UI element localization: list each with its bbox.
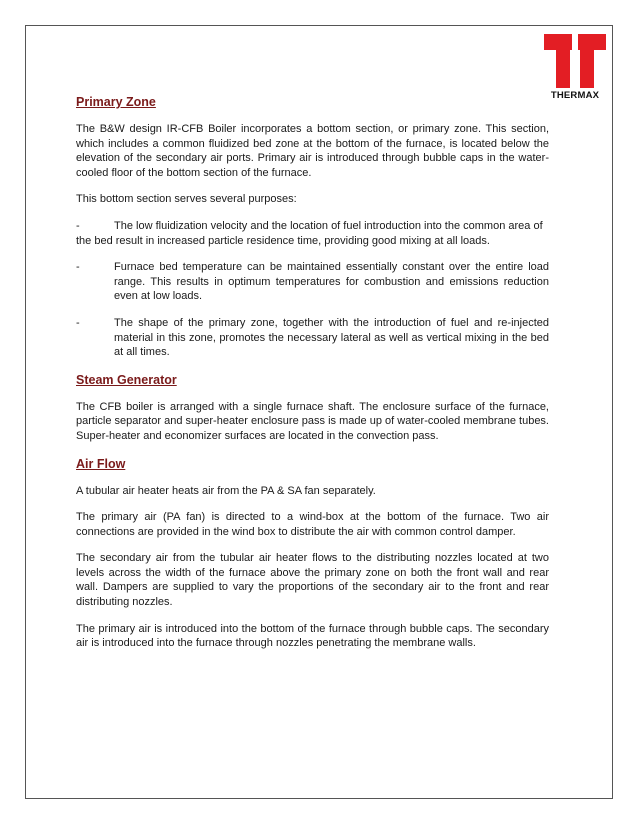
- air-flow-heading: Air Flow: [76, 456, 126, 471]
- bullet-item: [76, 260, 549, 304]
- air-flow-paragraph: A tubular air heater heats air from the PA & SA fan separately.: [76, 484, 376, 497]
- bullet-text: The low fluidization velocity and the location of fuel introduction into the common area of the bed result in increased particle residence time, providing good mixing at all loads.: [76, 219, 543, 247]
- bullet-dash: -: [76, 316, 80, 329]
- bullet-text: Furnace bed temperature can be maintained essentially constant over the entire load range. This results in optimum temperatures for combustion and emissions reduction even at low loads.: [114, 261, 549, 303]
- logo-wordmark: THERMAX: [550, 90, 600, 101]
- steam-generator-body: The CFB boiler is arranged with a single furnace shaft. The enclosure surface of the furnace, particle separator and super-heater enclosure pass is made up of water-cooled membrane tubes. Super-heater and economizer surfaces are located in the convection pass.: [76, 400, 549, 442]
- purposes-lead: This bottom section serves several purposes:: [76, 193, 297, 206]
- bullet-text: The shape of the primary zone, together with the introduction of fuel and re-injected material in this zone, promotes the necessary lateral as well as vertical mixing in the bed at all times.: [114, 316, 549, 359]
- primary-zone-intro: The B&W design IR-CFB Boiler incorporates a bottom section, or primary zone. This section, which includes a common fluidized bed zone at the bottom of the furnace, is located below the elevation of the secondary air ports. Primary air is introduced through bubble caps in the water-cooled floor of the bottom section of the furnace.: [76, 123, 549, 179]
- air-flow-paragraph: The secondary air from the tubular air heater flows to the distributing nozzles located at two levels across the width of the furnace above the primary zone on both the front wall and rear wall. Dampers are supplied to vary the proportions of the secondary air to the front and rear distributing nozzles.: [76, 552, 549, 609]
- bullet-dash: -: [76, 261, 80, 274]
- thermax-logo-icon: [542, 30, 608, 90]
- thermax-logo: [542, 30, 608, 104]
- air-flow-paragraph: The primary air (PA fan) is directed to a wind-box at the bottom of the furnace. Two air connections are provided in the wind box to distribute the air with common control damper.: [76, 511, 549, 538]
- document-body: [76, 94, 549, 663]
- bullet-item: [76, 316, 549, 360]
- bullet-item: [76, 219, 549, 248]
- primary-zone-heading: Primary Zone: [76, 95, 156, 109]
- bullet-dash: -: [76, 219, 80, 232]
- air-flow-paragraph: The primary air is introduced into the bottom of the furnace through bubble caps. The secondary air is introduced into the furnace through nozzles penetrating the membrane walls.: [76, 622, 549, 650]
- steam-generator-heading: Steam Generator: [76, 372, 177, 387]
